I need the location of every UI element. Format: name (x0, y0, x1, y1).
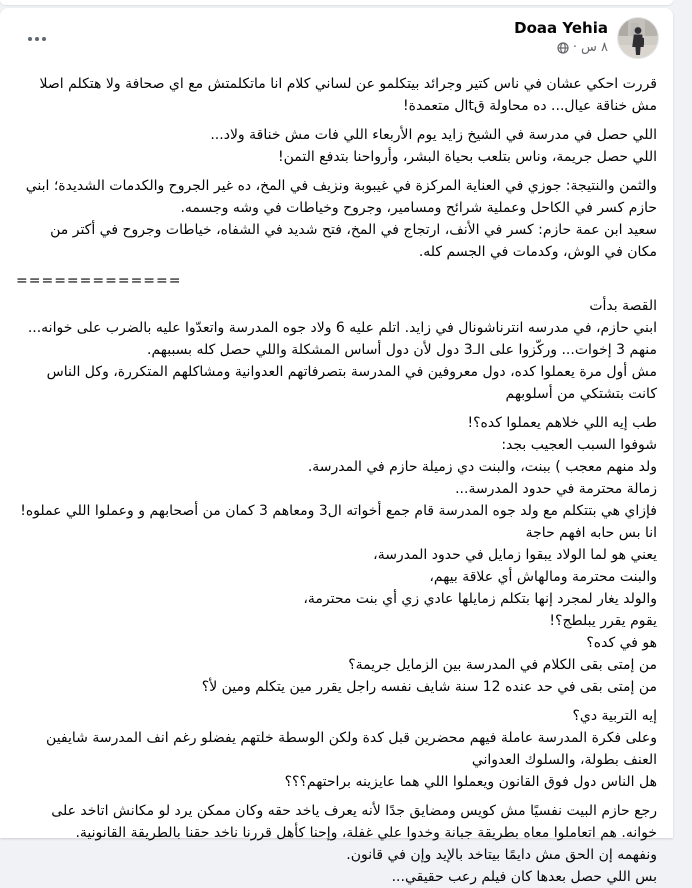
post-paragraph: ============= (16, 273, 182, 289)
post-meta (514, 40, 608, 56)
ellipsis-icon (42, 37, 46, 41)
facebook-post-card (0, 8, 673, 885)
post-paragraph: طب إيه اللي خلاهم يعملوا كده؟! شوفوا السبب العجيب بجد: ولد منهم معجب ) ببنت، والبنت دي زميلة حازم في المدرسة. زمالة محترمة في حدود المدرسة... فإزاي هي بتتكلم مع ولد جوه المدرسة قام جمع أخواته ال3 ومعاهم 3 كمان من أصحابهم و وعملوا اللي عملوه! انا بس حابه افهم حاجة يعني هو لما الولاد يبقوا زمايل في حدود المدرسة، والبنت محترمة ومالهاش أي علاقة بيهم، والولد يغار لمجرد إنها بتكلم زمايلها عادي زي أي بنت محترمة، يقوم يقرر يبلطج؟! هو في كده؟ من إمتى بقى الكلام في المدرسة بين الزمايل جريمة؟ من إمتى بقى في حد عنده 12 سنة شايف نفسه راجل يقرر مين يتكلم ومين لأ؟ (20, 415, 657, 695)
author-block (514, 17, 608, 56)
post-paragraph: والثمن والنتيجة: جوزي في العناية المركزة في غيبوبة ونزيف في المخ، ده غير الجروح والكدمات الشديدة؛ ابني حازم كسر في الكاحل وعملية شرائح ومسامير، وجروح وخياطات في وشه وجسمه. سعيد ابن عمة حازم: كسر في الأنف، ارتجاج في المخ، فتح شديد في الشفاه، خياطات وجروح في أكتر من مكان في الوش، وكدمات في الجسم كله. (25, 178, 657, 260)
ellipsis-icon (35, 37, 39, 41)
timestamp[interactable]: ٨ س (581, 40, 608, 55)
author-name[interactable]: Doaa Yehia (514, 19, 608, 37)
avatar[interactable] (617, 17, 659, 59)
profile-photo (618, 18, 658, 58)
globe-icon (557, 42, 569, 54)
post-text (0, 61, 673, 888)
post-paragraph: قررت احكي عشان في ناس كتير وجرائد بيتكلمو عن لساني كلام انا ماتكلمتش مع اي صحافة ولا هتكلم اصلا مش خناقة عيال... ده محاولة قtال متعمدة! (39, 76, 657, 114)
post-paragraph: إيه التربية دي؟ وعلى فكرة المدرسة عاملة فيهم محضرين قبل كدة ولكن الوسطة خلتهم يفضلو رغم انف المدرسة شايفين العنف بطولة، والسلوك العدواني هل الناس دول فوق القانون ويعملوا اللي هما عايزينه براحتهم؟؟؟ (46, 708, 657, 790)
post-paragraph: اللي حصل في مدرسة في الشيخ زايد يوم الأربعاء اللي فات مش خناقة ولاد... اللي حصل جريمة، وناس بتلعب بحياة البشر، وأرواحنا بتدفع التمن! (210, 127, 657, 165)
post-paragraph: القصة بدأت ابني حازم، في مدرسه انترناشونال في زايد. اتلم عليه 6 ولاد جوه المدرسة واتعدّوا عليه بالضرب على خوانه... منهم 3 إخوات... وركّزوا على الـ3 دول لأن دول أساس المشكلة واللي حصل كله بسببهم. مش أول مرة يعملوا كده، دول معروفين في المدرسة بتصرفاتهم العدوانية ومشاكلهم المتكررة، وكل الناس كانت بتشتكي من أسلوبهم (27, 298, 657, 402)
post-paragraph: رجع حازم البيت نفسيًا مش كويس ومضايق جدًا لأنه يعرف ياخد حقه وكان ممكن يرد لو مكانش اتاخد على خوانه. هم اتعاملوا معاه بطريقة جبانة وخدوا علي غفلة، وإحنا كأهل قررنا ناخد حقنا بالطريقة القانونية. ونفهمه إن الحق مش دايمًا بيتاخد بالإيد وإن في قانون. بس اللي حصل بعدها كان فيلم رعب حقيقي... (51, 803, 657, 885)
meta-separator: · (572, 40, 577, 55)
ellipsis-icon (28, 37, 32, 41)
post-header (0, 8, 673, 61)
more-options-button[interactable] (22, 27, 52, 51)
previous-card-bottom (0, 0, 673, 5)
